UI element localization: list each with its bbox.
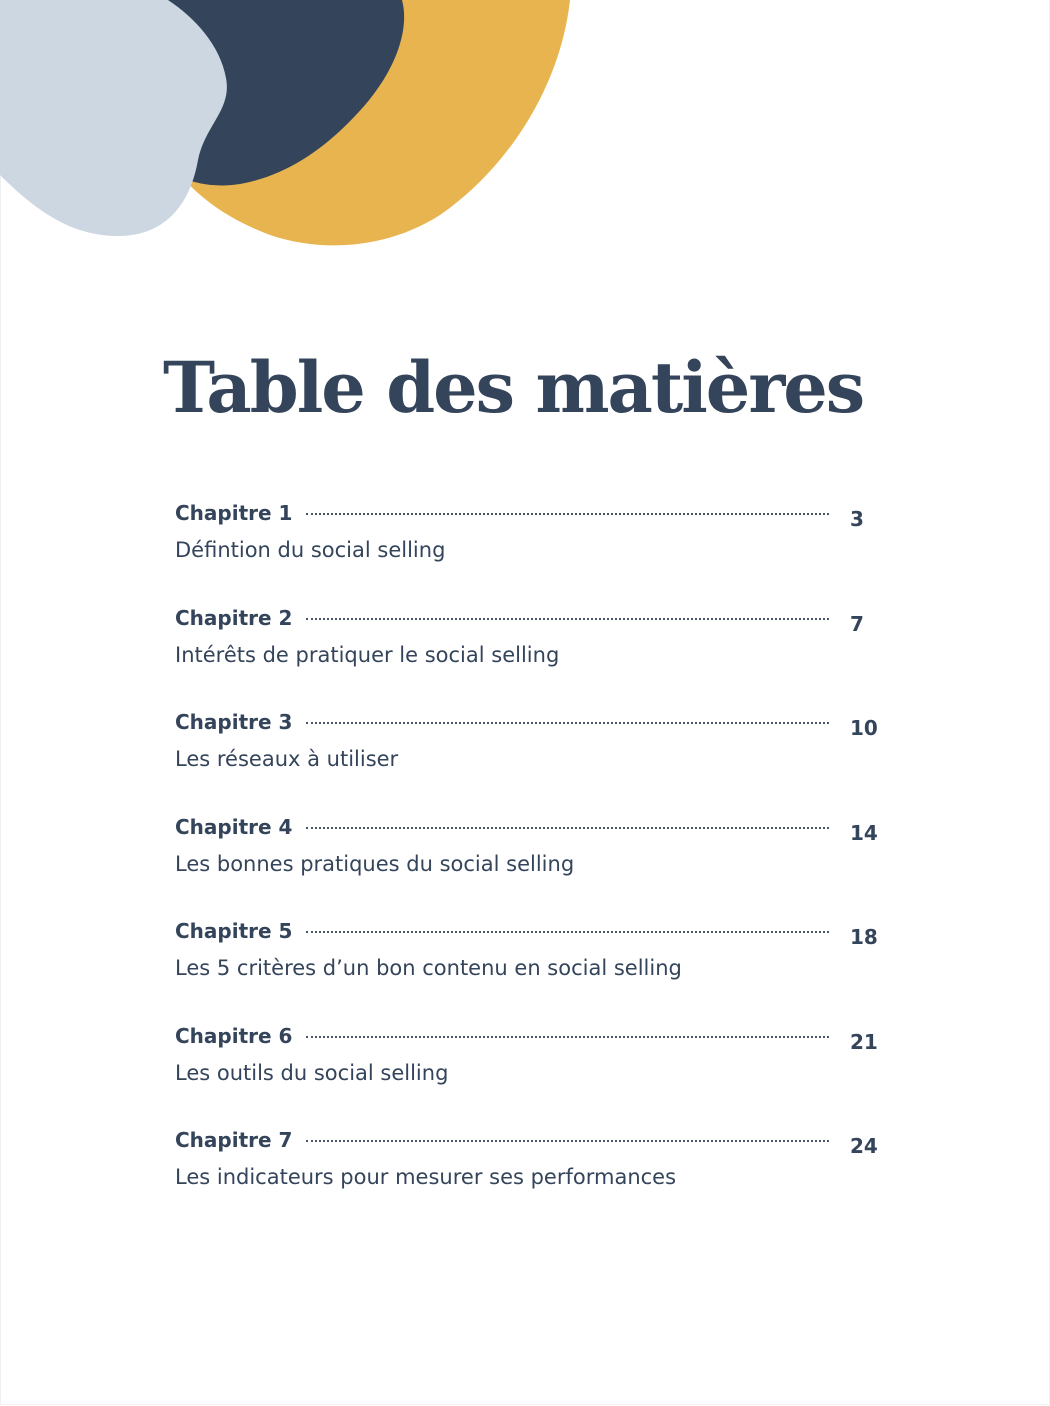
toc-entry-head <box>175 496 829 530</box>
chapter-title: Défintion du social selling <box>175 538 446 562</box>
table-of-contents <box>175 496 895 1228</box>
chapter-title: Les bonnes pratiques du social selling <box>175 851 575 876</box>
dotted-leader <box>306 1036 829 1038</box>
toc-entry-head <box>175 601 829 635</box>
decorative-blobs <box>0 0 600 260</box>
toc-entry-2[interactable] <box>175 601 895 706</box>
toc-entry-6[interactable] <box>175 1019 895 1124</box>
toc-entry-3[interactable] <box>175 705 895 810</box>
toc-entry-head <box>175 705 829 739</box>
page-number: 18 <box>850 925 878 949</box>
toc-entry-head <box>175 1123 829 1157</box>
chapter-title: Les réseaux à utiliser <box>175 747 399 771</box>
dotted-leader <box>306 827 829 829</box>
page-number: 3 <box>850 507 864 531</box>
light-blue-blob <box>0 0 227 236</box>
page-number: 24 <box>850 1134 878 1158</box>
page-number: 10 <box>850 716 878 740</box>
toc-entry-7[interactable] <box>175 1123 895 1228</box>
dotted-leader <box>306 618 829 620</box>
dotted-leader <box>306 722 829 724</box>
chapter-label: Chapitre 1 <box>175 501 293 525</box>
chapter-label: Chapitre 4 <box>175 814 293 839</box>
chapter-label: Chapitre 5 <box>175 919 293 943</box>
chapter-label: Chapitre 2 <box>175 605 293 630</box>
chapter-title: Les 5 critères d’un bon contenu en social selling <box>175 956 682 980</box>
chapter-title: Intérêts de pratiquer le social selling <box>175 642 560 667</box>
chapter-label: Chapitre 3 <box>175 710 293 734</box>
page-number: 21 <box>850 1029 878 1054</box>
chapter-label: Chapitre 7 <box>175 1128 293 1152</box>
chapter-label: Chapitre 6 <box>175 1023 293 1048</box>
toc-entry-head <box>175 810 829 844</box>
dotted-leader <box>306 1140 829 1142</box>
toc-entry-4[interactable] <box>175 810 895 915</box>
page-number: 14 <box>850 820 878 845</box>
chapter-title: Les indicateurs pour mesurer ses performances <box>175 1165 677 1189</box>
toc-entry-1[interactable] <box>175 496 895 601</box>
toc-entry-5[interactable] <box>175 914 895 1019</box>
toc-entry-head <box>175 914 829 948</box>
page-number: 7 <box>850 611 864 636</box>
dotted-leader <box>306 513 829 515</box>
dotted-leader <box>306 931 829 933</box>
toc-entry-head <box>175 1019 829 1053</box>
page-title: Table des matières <box>163 346 864 429</box>
chapter-title: Les outils du social selling <box>175 1060 449 1085</box>
